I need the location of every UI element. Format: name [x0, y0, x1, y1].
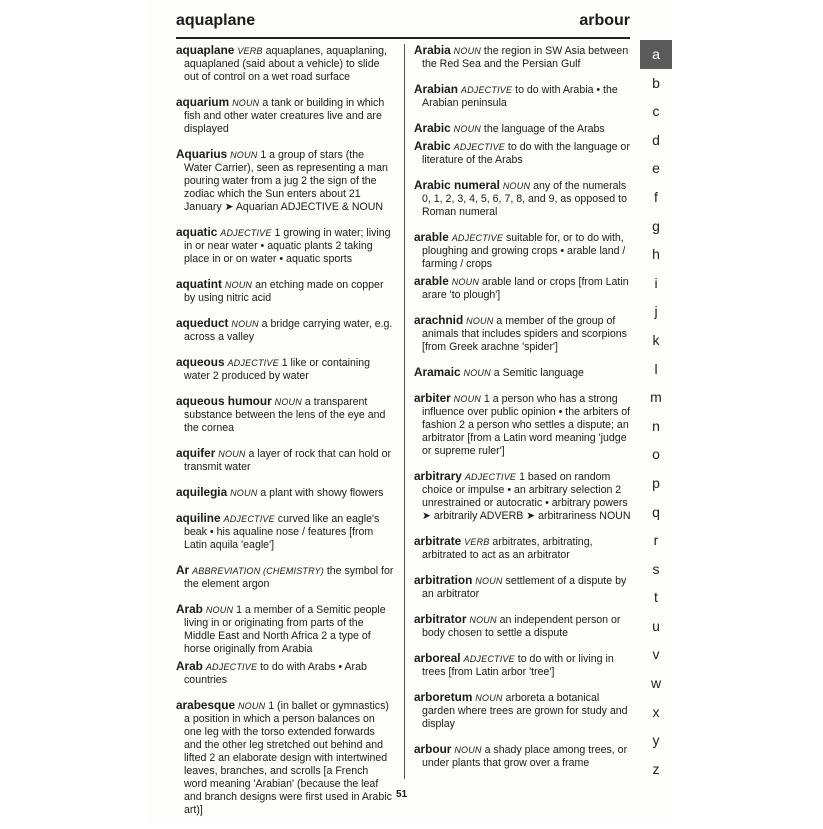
entry-headword: arable: [414, 230, 449, 244]
entry-headword: Aramaic: [414, 365, 461, 379]
thumb-index-letter-x: x: [652, 703, 660, 720]
entry-part-of-speech: NOUN: [453, 124, 481, 134]
entry-part-of-speech: NOUN: [502, 181, 531, 191]
thumb-index-letter-m: m: [650, 389, 662, 406]
entry-definition: curved like an eagle's beak • his aqualine nose / features [from Latin aquila 'eagle']: [184, 513, 380, 551]
dictionary-entry: [414, 652, 632, 679]
entry-definition: a bridge carrying water, e.g. across a valley: [184, 318, 393, 343]
dictionary-entry: [176, 395, 394, 435]
entry-headword: Ar: [176, 563, 190, 577]
thumb-index-letter-e: e: [652, 160, 660, 177]
entry-headword: Arabia: [414, 43, 451, 57]
dictionary-entry: [176, 660, 394, 687]
entry-definition: the language of the Arabs: [480, 123, 605, 135]
entry-definition: 1 a group of stars (the Water Carrier), seen as representing a man pouring water from a jug 2 the sign of the zodiac which the Sun enters about 21 January ➤ Aquarian ADJECTIVE & NOUN: [184, 149, 388, 213]
entry-definition: settlement of a dispute by an arbitrator: [422, 575, 627, 600]
entry-headword: arbitration: [414, 573, 473, 587]
entry-definition: the region in SW Asia between the Red Sea and the Persian Gulf: [422, 45, 629, 70]
dictionary-entry: [414, 314, 632, 354]
thumb-index-letter-l: l: [654, 360, 658, 377]
dictionary-entry: [414, 44, 632, 71]
entry-headword: aquatic: [176, 225, 218, 239]
column-divider: [404, 44, 405, 779]
dictionary-entry: [176, 226, 394, 266]
entry-headword: Aquarius: [176, 147, 228, 161]
entry-headword: aqueous humour: [176, 394, 272, 408]
entry-headword: aquilegia: [176, 485, 228, 499]
dictionary-entry: [176, 564, 394, 591]
alphabet-thumb-index: [640, 40, 672, 783]
page-number: 51: [396, 789, 408, 800]
entry-headword: Arabic: [414, 139, 451, 153]
entry-part-of-speech: NOUN: [463, 368, 491, 378]
header-rule: [176, 37, 630, 39]
entry-definition: arboreta a botanical garden where trees are grown for study and display: [422, 692, 628, 730]
entry-part-of-speech: NOUN: [451, 277, 480, 287]
thumb-index-letter-i: i: [654, 274, 658, 291]
entry-part-of-speech: ADJECTIVE: [463, 654, 515, 664]
dictionary-entry: [176, 447, 394, 474]
entry-definition: aquaplanes, aquaplaning, aquaplaned (said about a vehicle) to slide out of control on a wet road surface: [184, 45, 387, 83]
right-column: [414, 44, 632, 782]
entry-definition: a shady place among trees, or under plants that grow over a frame: [422, 744, 628, 769]
entry-part-of-speech: ADJECTIVE: [223, 514, 275, 524]
entry-part-of-speech: NOUN: [274, 397, 302, 407]
thumb-index-letter-z: z: [652, 760, 660, 777]
entry-headword: arbour: [414, 742, 452, 756]
thumb-index-letter-o: o: [652, 446, 660, 463]
entry-definition: 1 a member of a Semitic people living in or originating from parts of the Middle East and North Africa 2 a type of horse originally from Arabia: [184, 604, 386, 655]
entry-part-of-speech: NOUN: [475, 693, 503, 703]
entry-part-of-speech: NOUN: [453, 46, 481, 56]
thumb-index-letter-r: r: [653, 532, 659, 549]
thumb-index-letter-f: f: [654, 188, 658, 205]
entry-headword: arbitrate: [414, 534, 462, 548]
entry-definition: suitable for, or to do with, ploughing and growing crops • arable land / farming / crops: [422, 232, 626, 270]
thumb-index-letter-y: y: [652, 732, 660, 749]
entry-definition: any of the numerals 0, 1, 2, 3, 4, 5, 6, 7, 8, and 9, as opposed to Roman numeral: [422, 180, 627, 218]
thumb-index-letter-g: g: [652, 217, 660, 234]
entry-headword: Arabic: [414, 121, 451, 135]
thumb-index-letter-h: h: [652, 246, 660, 263]
page-header: [176, 10, 630, 38]
entry-definition: 1 like or containing water 2 produced by water: [184, 357, 371, 382]
entry-definition: an etching made on copper by using nitric acid: [184, 279, 384, 304]
entry-part-of-speech: NOUN: [232, 98, 260, 108]
entry-definition: a member of the group of animals that includes spiders and scorpions [from Greek arachne 'spider']: [422, 315, 627, 353]
entry-headword: arbitrator: [414, 612, 467, 626]
dictionary-entry: [414, 366, 632, 380]
entry-part-of-speech: ABBREVIATION (CHEMISTRY): [192, 566, 324, 576]
thumb-index-letter-d: d: [652, 131, 660, 148]
entry-part-of-speech: NOUN: [466, 316, 494, 326]
entry-part-of-speech: VERB: [237, 46, 263, 56]
dictionary-entry: [176, 148, 394, 214]
thumb-index-letter-v: v: [652, 646, 660, 663]
entry-part-of-speech: NOUN: [218, 449, 246, 459]
entry-definition: an independent person or body chosen to settle a dispute: [422, 614, 621, 639]
entry-definition: 1 growing in water; living in or near water • aquatic plants 2 taking place in or on water • aquatic sports: [184, 227, 391, 265]
entry-part-of-speech: ADJECTIVE: [460, 85, 513, 95]
thumb-index-letter-b: b: [652, 74, 660, 91]
dictionary-entry: [414, 122, 632, 136]
entry-part-of-speech: NOUN: [453, 394, 481, 404]
thumb-index-letter-c: c: [652, 103, 660, 120]
entry-headword: aqueous: [176, 355, 225, 369]
entry-part-of-speech: NOUN: [454, 745, 482, 755]
entry-part-of-speech: ADJECTIVE: [227, 358, 279, 368]
thumb-index-letter-n: n: [652, 417, 660, 434]
entry-headword: Arab: [176, 659, 203, 673]
entry-part-of-speech: ADJECTIVE: [205, 662, 258, 672]
entry-part-of-speech: NOUN: [230, 488, 258, 498]
dictionary-entry: [414, 743, 632, 770]
thumb-index-letter-t: t: [654, 589, 658, 606]
entry-part-of-speech: ADJECTIVE: [464, 472, 517, 482]
thumb-index-letter-j: j: [654, 303, 658, 320]
entry-headword: arboreal: [414, 651, 461, 665]
header-first-headword: aquaplane: [176, 12, 256, 29]
entry-part-of-speech: NOUN: [224, 280, 253, 290]
entry-definition: 1 based on random choice or impulse • an arbitrary selection 2 unrestrained or autocratic • arbitrary powers ➤ arbitrarily ADVERB ➤ arbitrariness NOUN: [422, 471, 631, 522]
entry-part-of-speech: NOUN: [475, 576, 503, 586]
entry-part-of-speech: NOUN: [205, 605, 234, 615]
dictionary-entry: [414, 535, 632, 562]
dictionary-entry: [176, 603, 394, 656]
thumb-index-letter-s: s: [652, 560, 660, 577]
left-column: [176, 44, 394, 829]
dictionary-entry: [176, 278, 394, 305]
entry-definition: to do with or living in trees [from Latin arbor 'tree']: [422, 653, 614, 678]
entry-headword: aquarium: [176, 95, 230, 109]
entry-headword: arbiter: [414, 391, 451, 405]
dictionary-entry: [176, 486, 394, 500]
dictionary-entry: [414, 275, 632, 302]
dictionary-entry: [414, 392, 632, 458]
dictionary-entry: [414, 179, 632, 219]
dictionary-entry: [414, 83, 632, 110]
dictionary-entry: [414, 470, 632, 523]
dictionary-entry: [176, 317, 394, 344]
entry-part-of-speech: ADJECTIVE: [220, 228, 272, 238]
entry-part-of-speech: NOUN: [237, 701, 266, 711]
entry-definition: to do with the language or literature of the Arabs: [422, 141, 630, 166]
entry-headword: aquiline: [176, 511, 221, 525]
dictionary-entry: [176, 512, 394, 552]
dictionary-entry: [414, 691, 632, 731]
entry-headword: Arabian: [414, 82, 458, 96]
entry-part-of-speech: NOUN: [231, 319, 259, 329]
entry-headword: arachnid: [414, 313, 464, 327]
entry-headword: Arab: [176, 602, 203, 616]
thumb-index-letter-w: w: [650, 675, 662, 692]
dictionary-entry: [414, 231, 632, 271]
dictionary-entry: [414, 613, 632, 640]
dictionary-entry: [176, 356, 394, 383]
dictionary-entry: [414, 574, 632, 601]
entry-headword: arabesque: [176, 698, 236, 712]
entry-headword: Arabic numeral: [414, 178, 500, 192]
header-last-headword: arbour: [579, 12, 630, 29]
entry-part-of-speech: VERB: [464, 537, 490, 547]
entry-headword: aquatint: [176, 277, 222, 291]
entry-definition: a tank or building in which fish and other water creatures live and are displayed: [184, 97, 385, 135]
entry-part-of-speech: NOUN: [230, 150, 258, 160]
entry-definition: arbitrates, arbitrating, arbitrated to act as an arbitrator: [422, 536, 593, 561]
entry-headword: aqueduct: [176, 316, 229, 330]
entry-part-of-speech: NOUN: [469, 615, 497, 625]
thumb-index-letter-a: a: [640, 40, 672, 69]
thumb-index-letter-u: u: [652, 617, 660, 634]
entry-headword: arable: [414, 274, 449, 288]
entry-definition: a plant with showy flowers: [257, 487, 384, 499]
entry-headword: aquifer: [176, 446, 216, 460]
dictionary-entry: [414, 140, 632, 167]
entry-definition: a Semitic language: [490, 367, 584, 379]
entry-headword: aquaplane: [176, 43, 235, 57]
dictionary-entry: [176, 699, 394, 817]
entry-definition: to do with Arabia • the Arabian peninsula: [422, 84, 618, 109]
entry-definition: arable land or crops [from Latin arare 'to plough']: [422, 276, 629, 301]
entry-part-of-speech: ADJECTIVE: [451, 233, 504, 243]
dictionary-entry: [176, 96, 394, 136]
entry-definition: a transparent substance between the lens of the eye and the cornea: [184, 396, 386, 434]
thumb-index-letter-p: p: [652, 474, 660, 491]
dictionary-entry: [176, 44, 394, 84]
entry-part-of-speech: ADJECTIVE: [453, 142, 505, 152]
entry-definition: 1 a person who has a strong influence over public opinion • the arbiters of fashion 2 a person who settles a dispute; an arbitrator [from a Latin word meaning 'judge or supreme ruler']: [422, 393, 631, 457]
thumb-index-letter-k: k: [652, 331, 660, 348]
entry-definition: a layer of rock that can hold or transmit water: [184, 448, 392, 473]
entry-definition: to do with Arabs • Arab countries: [184, 661, 367, 686]
thumb-index-letter-q: q: [652, 503, 660, 520]
entry-definition: the symbol for the element argon: [184, 565, 394, 590]
entry-headword: arboretum: [414, 690, 473, 704]
entry-definition: 1 (in ballet or gymnastics) a position in which a person balances on one leg with the torso extended forwards and the other leg stretched out behind and lifted 2 an elaborate design with intertwined leaves, branches, and scrolls [a French word meaning 'Arabian' (because the leaf and branch designs were first used in Arabic art)]: [184, 700, 392, 816]
entry-headword: arbitrary: [414, 469, 462, 483]
